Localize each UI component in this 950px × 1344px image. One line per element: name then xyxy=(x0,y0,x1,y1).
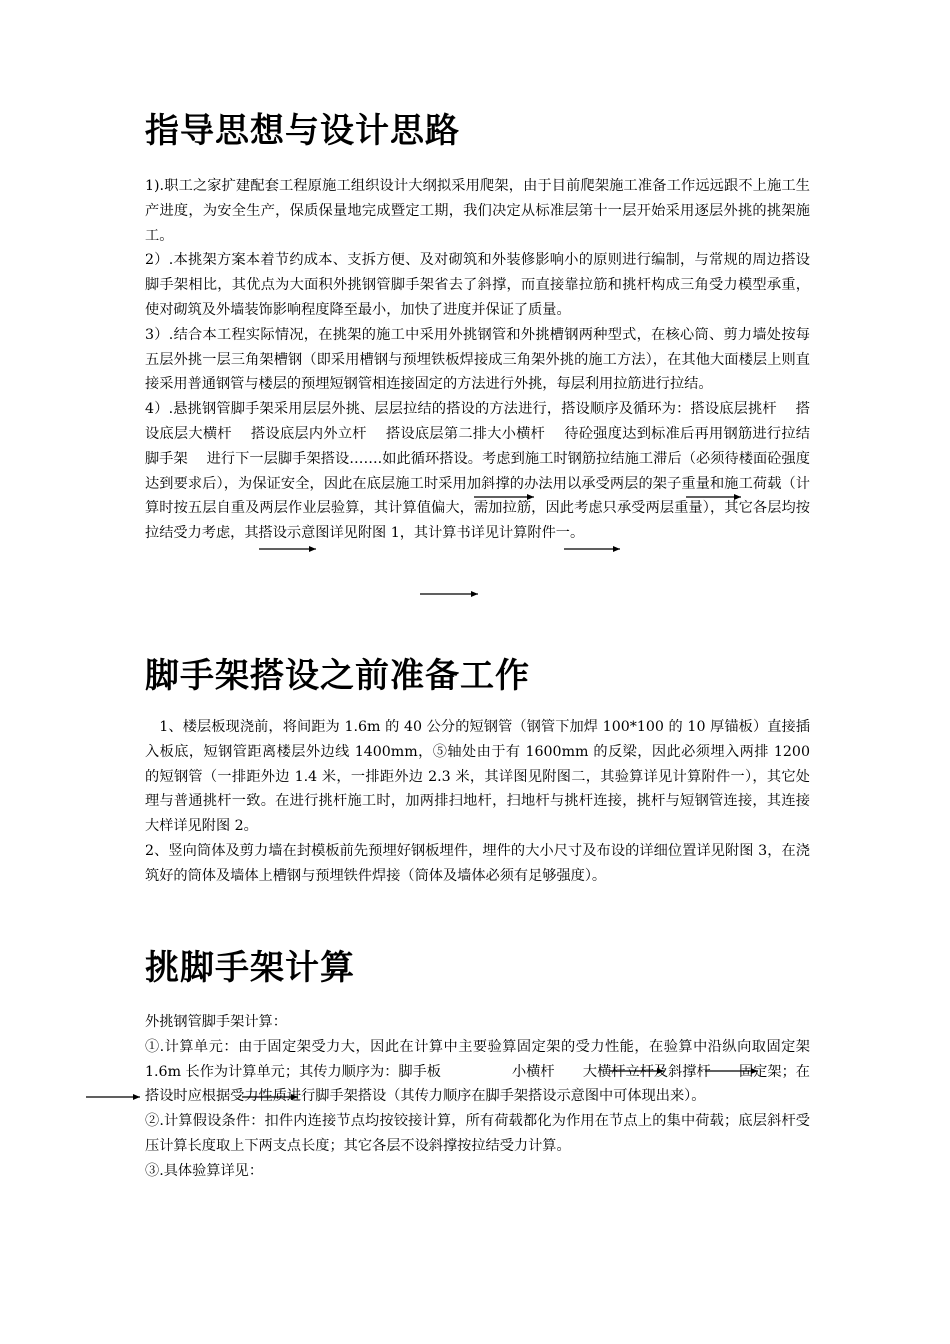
section-body-preparation xyxy=(145,715,810,889)
paragraph: 外挑钢管脚手架计算： xyxy=(145,1014,287,1030)
section-heading-calculation: 挑脚手架计算 xyxy=(145,948,355,988)
paragraph: ②.计算假设条件：扣件内连接节点均按铰接计算，所有荷载都化为作用在节点上的集中荷载；底层斜杆受压计算长度取上下两支点长度；其它各层不设斜撑按拉结受力计算。 xyxy=(145,1113,810,1154)
paragraph: 2、竖向筒体及剪力墙在封模板前先预埋好钢板埋件，埋件的大小尺寸及布设的详细位置详见附图 3，在浇筑好的筒体及墙体上槽钢与预埋铁件焊接（筒体及墙体必须有足够强度）。 xyxy=(145,842,810,884)
paragraph: 2）.本挑架方案本着节约成本、支拆方便、及对砌筑和外装修影响小的原则进行编制，与常规的周边搭设脚手架相比，其优点为大面积外挑钢管脚手架省去了斜撑，而直接靠拉筋和挑杆构成三角受力模型承重，使对砌筑及外墙装饰影响程度降至最小，加快了进度并保证了质量。 xyxy=(145,252,810,318)
section-heading-guiding-ideas: 指导思想与设计思路 xyxy=(145,111,460,151)
paragraph: 1).职工之家扩建配套工程原施工组织设计大纲拟采用爬架，由于目前爬架施工准备工作远远跟不上施工生产进度，为安全生产，保质保量地完成暨定工期，我们决定从标准层第十一层开始采用逐层外挑的挑架施工。 xyxy=(145,178,810,244)
paragraph: ③.具体验算详见： xyxy=(145,1162,264,1179)
section-body-calculation xyxy=(145,1010,810,1184)
paragraph: 1、楼层板现浇前，将间距为 1.6m 的 40 公分的短钢管（钢管下加焊 100*100 的 10 厚锚板）直接插入板底，短钢管距离楼层外边线 1400mm，⑤轴处由于有 1600mm 的反梁，因此必须埋入两排 1200 的短钢管（一排距外边 1.4 米，一排距外边 2.3 米，其详图见附图二，其验算详见计算附件一），其它处理与普通挑杆一致。在进行挑杆施工时，加两排扫地杆，扫地杆与挑杆连接，挑杆与短钢管连接，其连接大样详见附图 2。 xyxy=(145,719,810,835)
section-body-guiding-ideas xyxy=(145,174,810,546)
paragraph: 3）.结合本工程实际情况，在挑架的施工中采用外挑钢管和外挑槽钢两种型式，在核心筒、剪力墙处按每五层外挑一层三角架槽钢（即采用槽钢与预埋铁板焊接成三角架外挑的施工方法），在其他大面楼层上则直接采用普通钢管与楼层的预埋短钢管相连接固定的方法进行外挑，每层利用拉筋进行拉结。 xyxy=(145,326,810,393)
paragraph: ①.计算单元：由于固定架受力大，因此在计算中主要验算固定架的受力性能，在验算中沿纵向取固定架 1.6m 长作为计算单元；其传力顺序为：脚手板 小横杆 大横杆立杆及斜撑杆 固定架；在搭设时应根据受力性质进行脚手架搭设（其传力顺序在脚手架搭设示意图中可体现出来）。 xyxy=(145,1038,810,1105)
section-heading-preparation: 脚手架搭设之前准备工作 xyxy=(145,656,530,696)
paragraph: 4）.悬挑钢管脚手架采用层层外挑、层层拉结的搭设的方法进行，搭设顺序及循环为：搭设底层挑杆 搭设底层大横杆 搭设底层内外立杆 搭设底层第二排大小横杆 待砼强度达到标准后再用钢筋进行拉结脚手架 进行下一层脚手架搭设…….如此循环搭设。考虑到施工时钢筋拉结施工滞后（必须待楼面砼强度达到要求后），为保证安全，因此在底层施工时采用加斜撑的办法用以承受两层的架子重量和施工荷载（计算时按五层自重及两层作业层验算，其计算值偏大，需加拉筋，因此考虑只承受两层重量），其它各层均按拉结受力考虑，其搭设示意图详见附图 1，其计算书详见计算附件一。 xyxy=(145,401,810,542)
